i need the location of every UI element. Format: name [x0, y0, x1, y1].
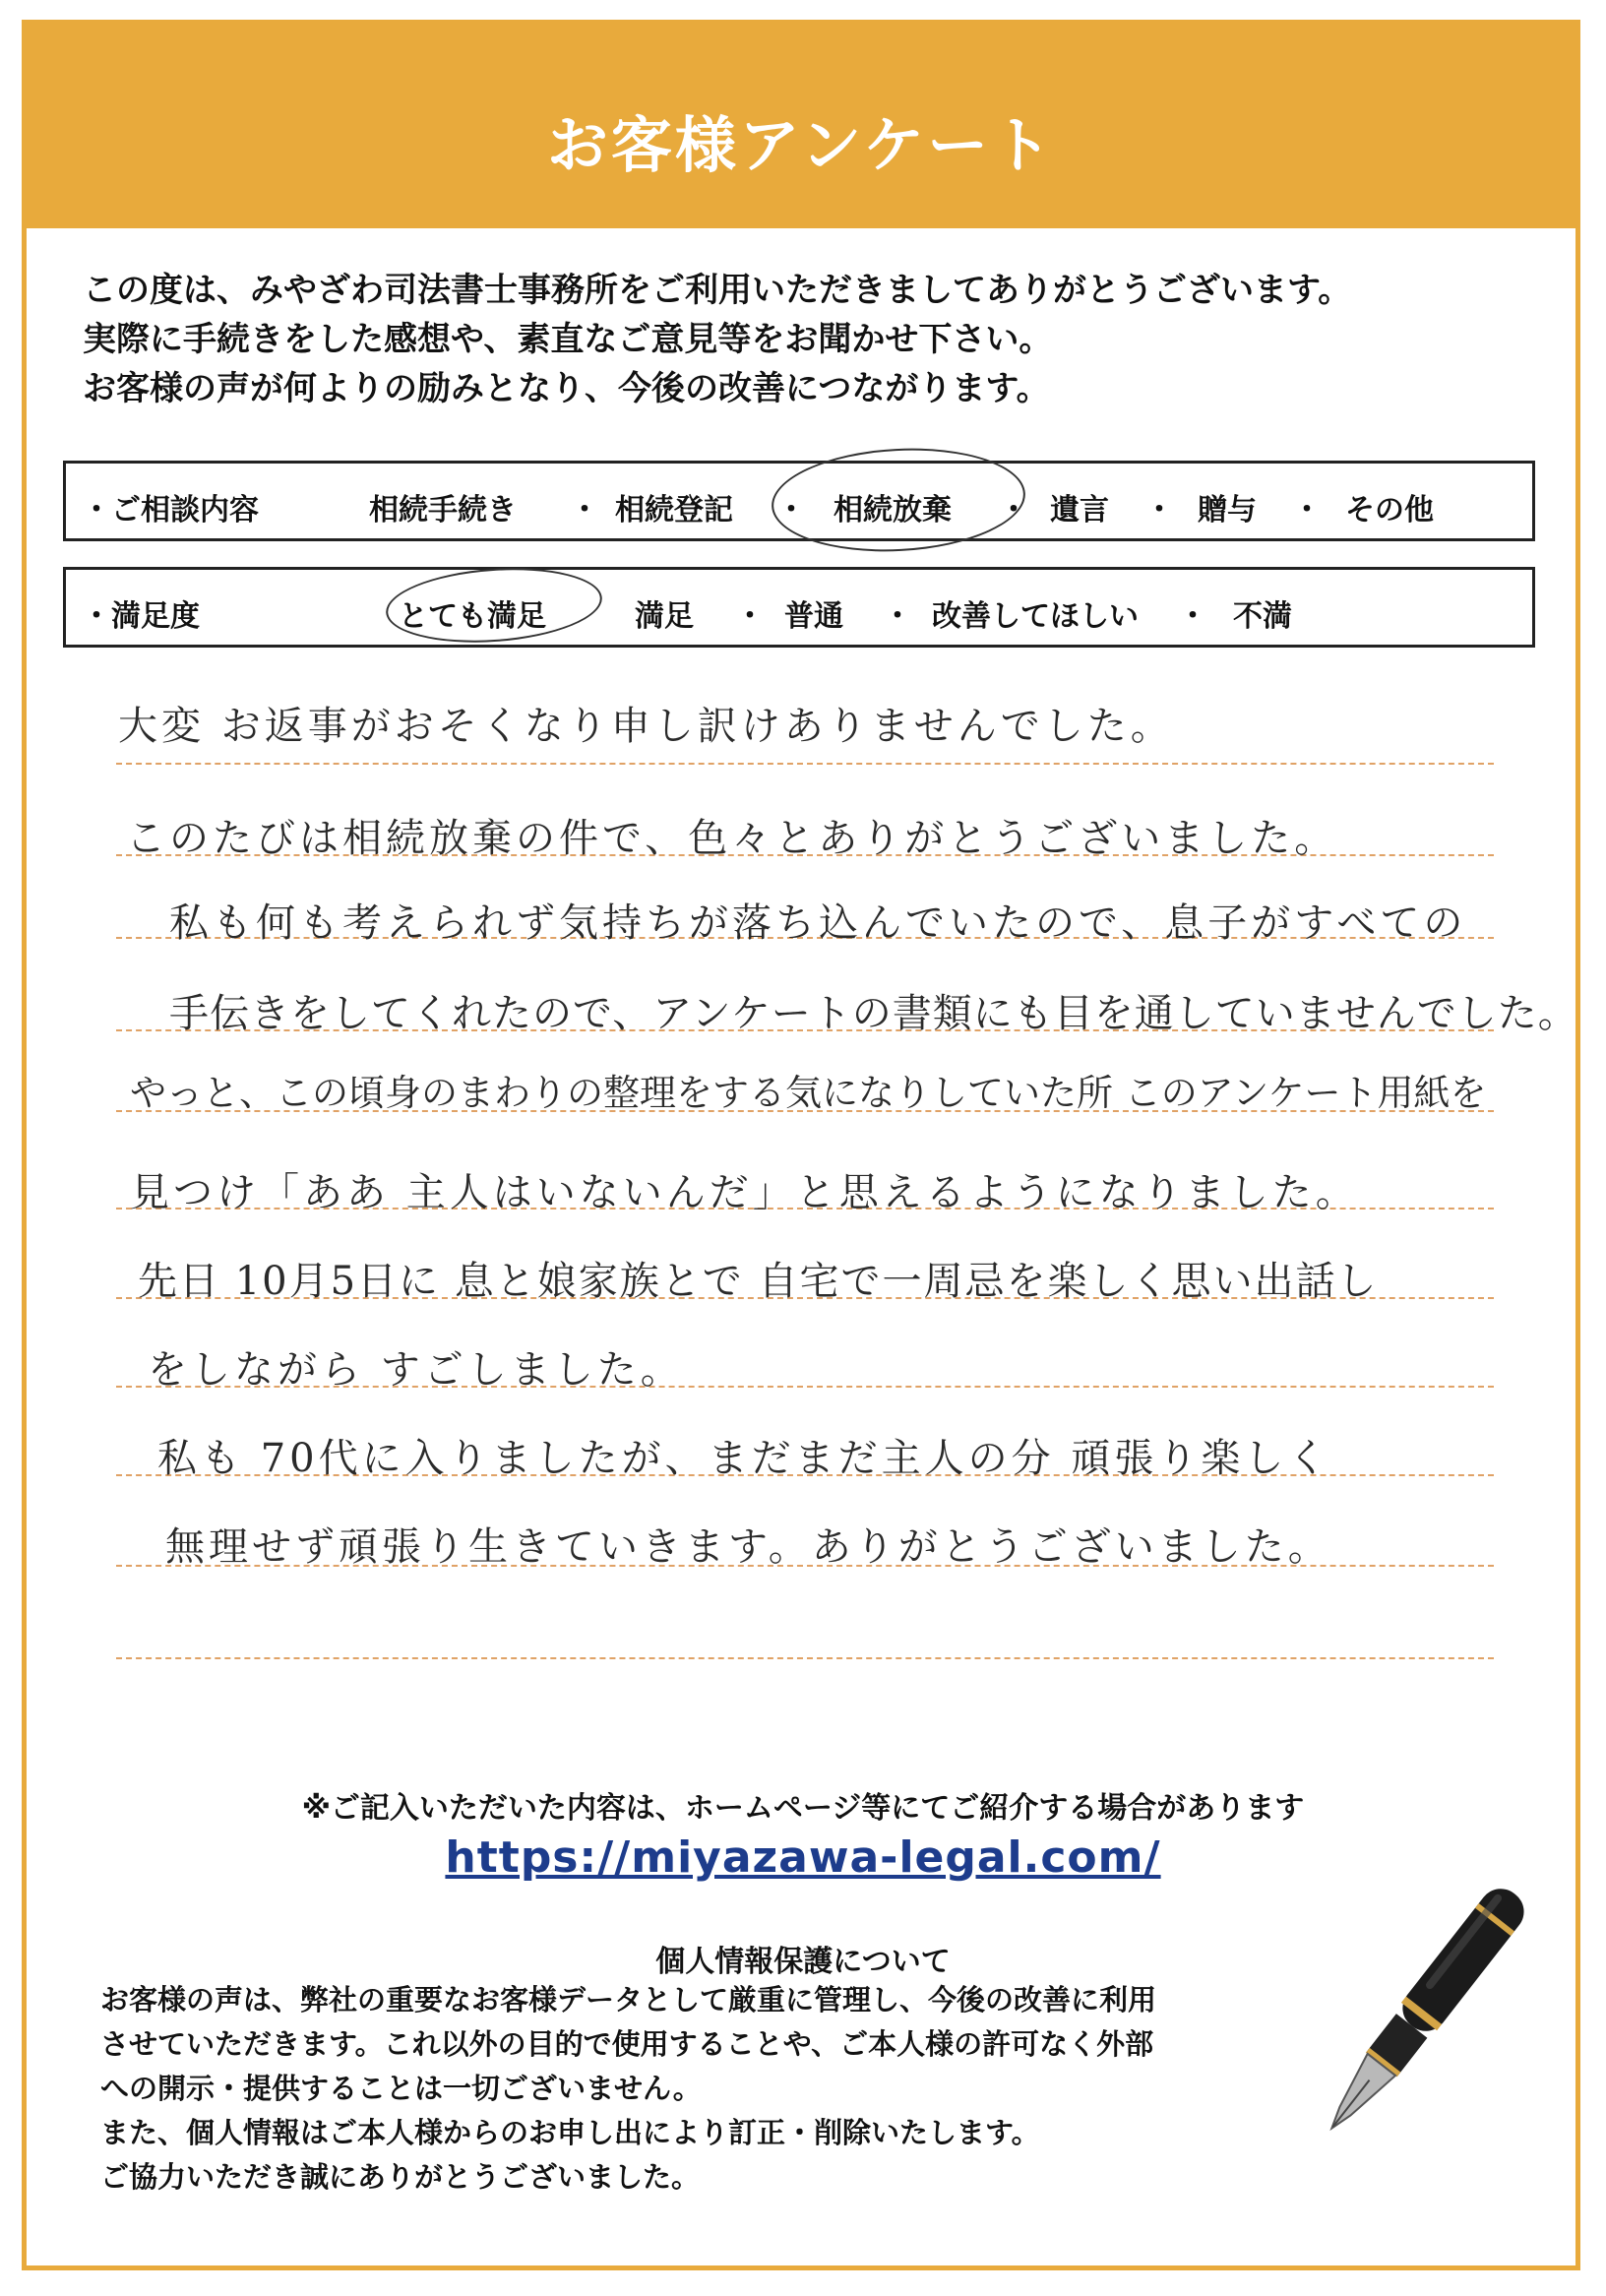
option-other[interactable]: その他 — [1345, 493, 1434, 527]
privacy-line: お客様の声は、弊社の重要なお客様データとして厳重に管理し、今後の改善に利用 — [100, 1983, 1157, 2017]
option-inheritance-renunciation[interactable]: 相続放棄 — [834, 493, 952, 527]
satisfaction-label: ・満足度 — [82, 599, 200, 634]
separator: ・ — [883, 599, 912, 634]
privacy-title: 個人情報保護について — [655, 1945, 951, 1979]
privacy-line: また、個人情報はご本人様からのお申し出により訂正・削除いたします。 — [100, 2116, 1040, 2149]
handwritten-line: 手伝きをしてくれたので、アンケートの書類にも目を通していませんでした。 — [169, 991, 1578, 1036]
privacy-text — [100, 1978, 1156, 2200]
option-will[interactable]: 遺言 — [1050, 493, 1109, 527]
handwritten-line: 見つけ「ああ 主人はいないんだ」と思えるようになりました。 — [130, 1170, 1359, 1215]
fountain-pen-icon — [1289, 1870, 1545, 2165]
intro-line: この度は、みやざわ司法書士事務所をご利用いただきましてありがとうございます。 — [83, 271, 1352, 310]
option-very-satisfied[interactable]: とても満足 — [399, 599, 546, 634]
separator: ・ — [735, 599, 765, 634]
handwritten-line: 私も 70代に入りましたが、まだまだ主人の分 頑張り楽しく — [157, 1436, 1331, 1481]
publication-note: ※ご記入いただいた内容は、ホームページ等にてご紹介する場合があります — [301, 1791, 1305, 1826]
website-link[interactable]: https://miyazawa-legal.com/ — [445, 1832, 1161, 1883]
handwritten-line: 無理せず頑張り生きていきます。ありがとうございました。 — [165, 1524, 1331, 1570]
handwritten-line: 大変 お返事がおそくなり申し訳けありませんでした。 — [118, 704, 1174, 749]
separator: ・ — [999, 493, 1028, 527]
separator: ・ — [1178, 599, 1207, 634]
option-want-improvement[interactable]: 改善してほしい — [932, 599, 1139, 634]
intro-text — [83, 266, 1351, 413]
separator: ・ — [570, 493, 599, 527]
handwritten-line: 私も何も考えられず気持ちが落ち込んでいたので、息子がすべての — [169, 900, 1467, 946]
handwritten-line: やっと、この頃身のまわりの整理をする気になりしていた所 このアンケート用紙を — [130, 1072, 1487, 1114]
handwritten-line: をしながら すごしました。 — [148, 1347, 684, 1393]
option-satisfied[interactable]: 満足 — [635, 599, 694, 634]
satisfaction-box — [63, 567, 1535, 648]
option-normal[interactable]: 普通 — [784, 599, 843, 634]
separator: ・ — [1144, 493, 1174, 527]
option-inheritance-registration[interactable]: 相続登記 — [615, 493, 733, 527]
privacy-line: ご協力いただき誠にありがとうございました。 — [100, 2160, 701, 2194]
ruled-line — [116, 1657, 1494, 1659]
separator: ・ — [1292, 493, 1322, 527]
consultation-label: ・ご相談内容 — [82, 493, 259, 527]
intro-line: お客様の声が何よりの励みとなり、今後の改善につながります。 — [83, 369, 1050, 408]
separator: ・ — [776, 493, 806, 527]
handwritten-line: 先日 10月5日に 息と娘家族とで 自宅で一周忌を楽しく思い出話し — [138, 1259, 1379, 1304]
option-dissatisfied[interactable]: 不満 — [1233, 599, 1292, 634]
header-band — [22, 20, 1580, 228]
ruled-line — [116, 763, 1494, 765]
privacy-line: させていただきます。これ以外の目的で使用することや、ご本人様の許可なく外部 — [100, 2027, 1154, 2061]
page-title: お客様アンケート — [546, 109, 1056, 181]
intro-line: 実際に手続きをした感想や、素直なご意見等をお聞かせ下さい。 — [83, 320, 1053, 359]
handwritten-line: このたびは相続放棄の件で、色々とありがとうございました。 — [126, 816, 1338, 861]
privacy-line: への開示・提供することは一切ございません。 — [100, 2072, 702, 2105]
option-inheritance-procedure[interactable]: 相続手続き — [369, 493, 517, 527]
option-gift[interactable]: 贈与 — [1198, 493, 1257, 527]
